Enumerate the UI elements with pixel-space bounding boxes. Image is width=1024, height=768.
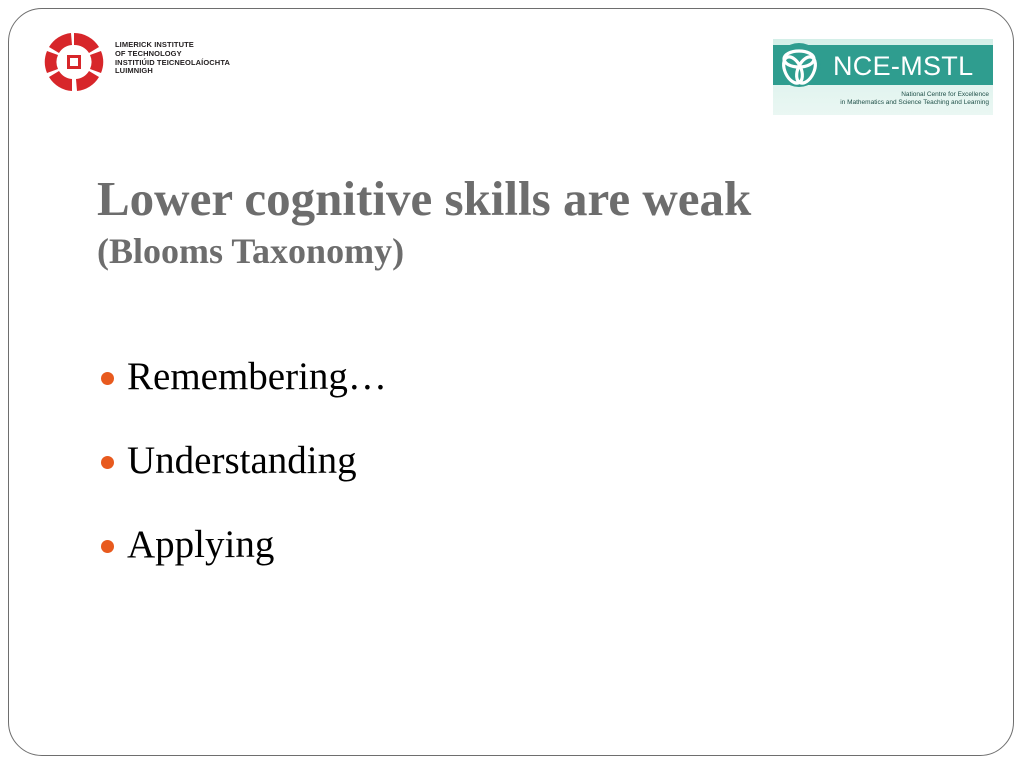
bullet-list	[99, 353, 387, 605]
nce-subtitle	[840, 91, 989, 107]
nce-knot-icon	[773, 39, 827, 91]
bullet-text: Remembering…	[127, 355, 387, 398]
bullet-dot-icon	[101, 456, 114, 469]
slide-frame	[8, 8, 1014, 756]
bullet-item	[99, 437, 387, 521]
bullet-text: Understanding	[127, 439, 357, 482]
lit-crest-icon	[41, 31, 107, 93]
bullet-text: Applying	[127, 523, 275, 566]
nce-subtitle-line: National Centre for Excellence	[901, 91, 989, 98]
title-block	[97, 169, 751, 273]
nce-title: NCE-MSTL	[833, 51, 974, 81]
lit-name-line: LIMERICK INSTITUTE	[115, 40, 194, 49]
bullet-item	[99, 521, 387, 605]
lit-name-line: OF TECHNOLOGY	[115, 48, 182, 58]
nce-logo	[773, 39, 993, 115]
nce-subtitle-line: in Mathematics and Science Teaching and Learning	[840, 99, 989, 106]
slide-subtitle: (Blooms Taxonomy)	[97, 231, 405, 271]
bullet-dot-icon	[101, 372, 114, 385]
bullet-item	[99, 353, 387, 437]
lit-name	[115, 41, 230, 76]
lit-logo	[41, 31, 281, 95]
slide-title: Lower cognitive skills are weak	[97, 171, 752, 226]
lit-name-line: INSTITIÚID TEICNEOLAÍOCHTA	[115, 57, 230, 67]
bullet-dot-icon	[101, 540, 114, 553]
lit-name-line: LUIMNIGH	[115, 66, 153, 76]
